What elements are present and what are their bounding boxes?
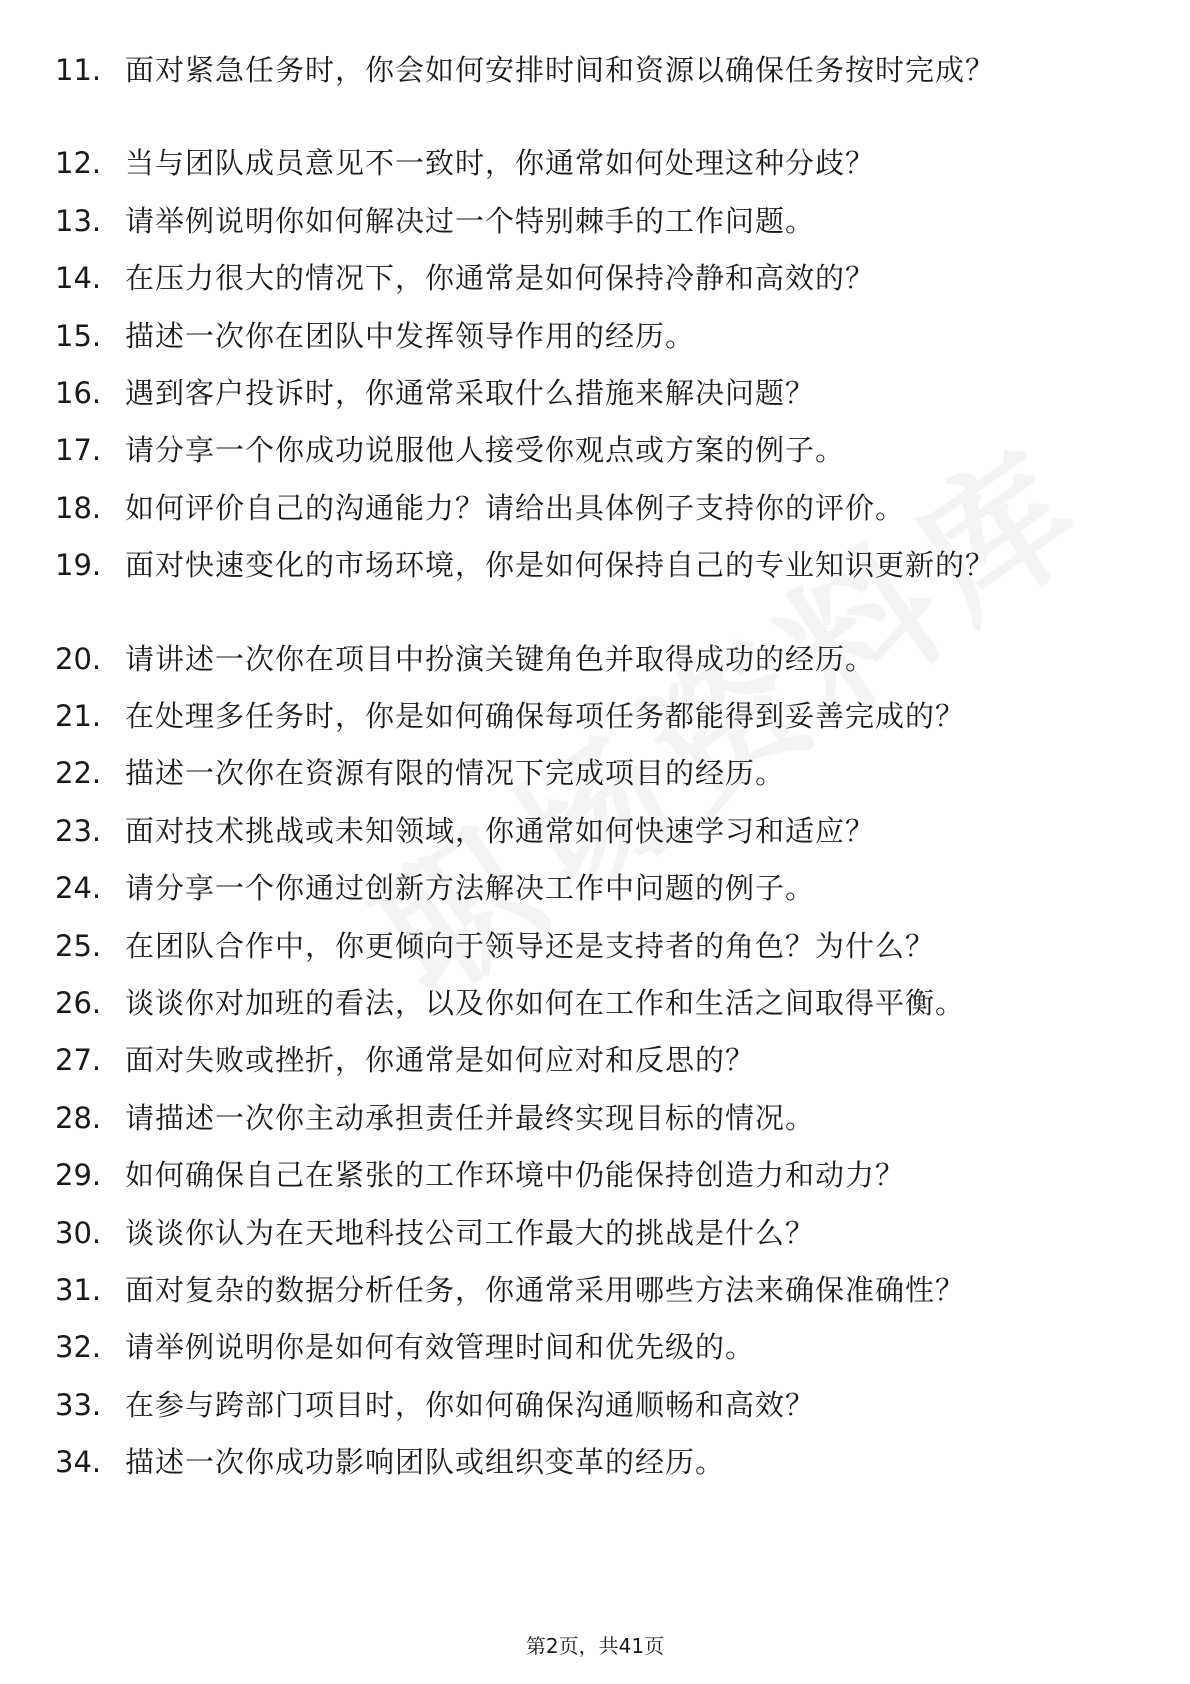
- question-text: 请描述一次你主动承担责任并最终实现目标的情况。: [125, 1101, 816, 1135]
- question-text: 谈谈你认为在天地科技公司工作最大的挑战是什么？: [125, 1216, 816, 1250]
- question-text: 在团队合作中，你更倾向于领导还是支持者的角色？为什么？: [125, 929, 936, 963]
- question-text: 在处理多任务时，你是如何确保每项任务都能得到妥善完成的？: [125, 699, 966, 733]
- question-text: 如何评价自己的沟通能力？请给出具体例子支持你的评价。: [125, 491, 906, 525]
- question-text: 面对技术挑战或未知领域，你通常如何快速学习和适应？: [125, 814, 876, 848]
- question-text: 请举例说明你如何解决过一个特别棘手的工作问题。: [125, 204, 816, 238]
- question-number: 20.: [55, 642, 102, 676]
- question-text: 如何确保自己在紧张的工作环境中仍能保持创造力和动力？: [125, 1158, 906, 1192]
- page-footer: 第2页，共41页: [525, 1634, 665, 1658]
- question-number: 19.: [55, 548, 102, 582]
- question-number: 14.: [55, 261, 102, 295]
- question-text: 描述一次你成功影响团队或组织变革的经历。: [125, 1445, 726, 1479]
- question-text: 当与团队成员意见不一致时，你通常如何处理这种分歧？: [125, 146, 876, 180]
- question-number: 28.: [55, 1101, 102, 1135]
- question-number: 30.: [55, 1216, 102, 1250]
- question-number: 33.: [55, 1388, 102, 1422]
- question-text: 描述一次你在资源有限的情况下完成项目的经历。: [125, 756, 786, 790]
- question-number: 15.: [55, 319, 102, 353]
- question-text: 请举例说明你是如何有效管理时间和优先级的。: [125, 1330, 756, 1364]
- question-number: 22.: [55, 756, 102, 790]
- question-text: 在参与跨部门项目时，你如何确保沟通顺畅和高效？: [125, 1388, 816, 1422]
- question-text: 面对快速变化的市场环境，你是如何保持自己的专业知识更新的？: [125, 548, 996, 582]
- question-number: 17.: [55, 433, 102, 467]
- question-number: 25.: [55, 929, 102, 963]
- question-number: 11.: [55, 53, 102, 87]
- question-number: 29.: [55, 1158, 102, 1192]
- question-text: 面对失败或挫折，你通常是如何应对和反思的？: [125, 1043, 756, 1077]
- question-text: 谈谈你对加班的看法，以及你如何在工作和生活之间取得平衡。: [125, 986, 966, 1020]
- question-number: 26.: [55, 986, 102, 1020]
- question-number: 32.: [55, 1330, 102, 1364]
- question-number: 24.: [55, 871, 102, 905]
- question-number: 27.: [55, 1043, 102, 1077]
- question-text: 面对紧急任务时，你会如何安排时间和资源以确保任务按时完成？: [125, 53, 996, 87]
- question-number: 13.: [55, 204, 102, 238]
- question-text: 面对复杂的数据分析任务，你通常采用哪些方法来确保准确性？: [125, 1273, 966, 1307]
- question-number: 23.: [55, 814, 102, 848]
- question-text: 请分享一个你成功说服他人接受你观点或方案的例子。: [125, 433, 846, 467]
- question-number: 12.: [55, 146, 102, 180]
- question-text: 在压力很大的情况下，你通常是如何保持冷静和高效的？: [125, 261, 876, 295]
- question-number: 18.: [55, 491, 102, 525]
- question-number: 16.: [55, 376, 102, 410]
- question-number: 31.: [55, 1273, 102, 1307]
- question-text: 请分享一个你通过创新方法解决工作中问题的例子。: [125, 871, 816, 905]
- question-text: 描述一次你在团队中发挥领导作用的经历。: [125, 319, 696, 353]
- question-number: 21.: [55, 699, 102, 733]
- question-number: 34.: [55, 1445, 102, 1479]
- question-text: 遇到客户投诉时，你通常采取什么措施来解决问题？: [125, 376, 816, 410]
- question-text: 请讲述一次你在项目中扮演关键角色并取得成功的经历。: [125, 642, 876, 676]
